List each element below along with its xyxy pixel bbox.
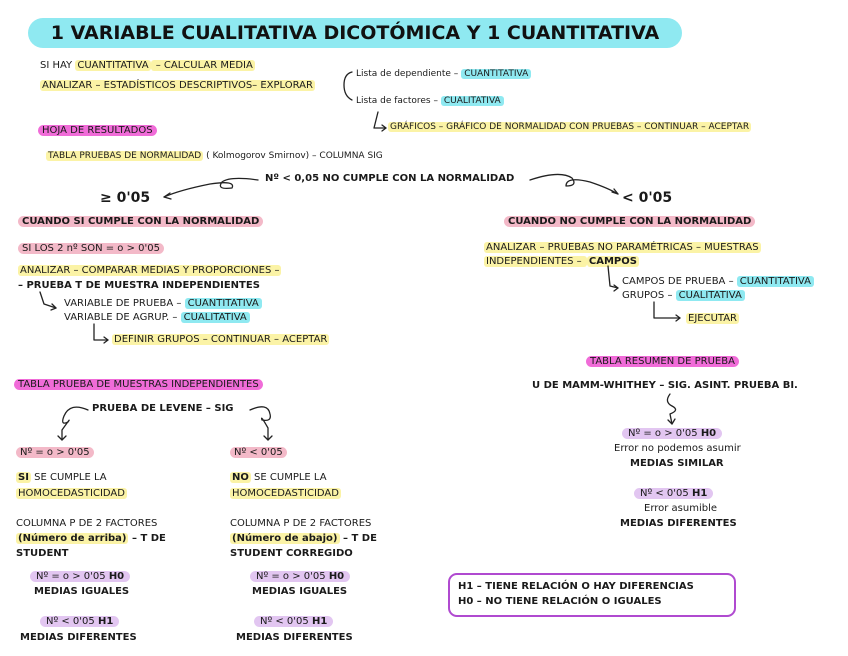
left-var-prueba: VARIABLE DE PRUEBA – CUANTITATIVA	[64, 298, 262, 310]
col-b-h1-result: MEDIAS DIFERENTES	[236, 632, 353, 643]
fac-value: CUALITATIVA	[441, 96, 504, 106]
arrow-campos	[608, 266, 618, 288]
right-grupos: GRUPOS – CUALITATIVA	[622, 290, 745, 302]
col-a-col-2: (Número de arriba) – T DE	[18, 533, 166, 544]
brace-explorar	[344, 72, 352, 100]
results-table-line: TABLA PRUEBAS DE NORMALIDAD ( Kolmogorov Smirnov) – COLUMNA SIG	[48, 151, 383, 161]
levene: PRUEBA DE LEVENE – SIG	[92, 403, 234, 414]
col-b-col-1: COLUMNA P DE 2 FACTORES	[230, 518, 372, 529]
right-heading: CUANDO NO CUMPLE CON LA NORMALIDAD	[504, 216, 755, 228]
intro-calcular-media: – CALCULAR MEDIA	[152, 60, 253, 71]
right-analizar-1: ANALIZAR – PRUEBAS NO PARAMÉTRICAS – MUESTRAS	[486, 242, 759, 253]
col-b-text-1: NO SE CUMPLE LA	[232, 472, 327, 483]
right-h0-line: Nº = o > 0'05 H0	[622, 428, 722, 440]
right-tabla-resumen: TABLA RESUMEN DE PRUEBA	[586, 356, 739, 368]
intro-dependiente: Lista de dependiente – CUANTITATIVA	[356, 68, 531, 80]
arrow-to-left-threshold	[164, 178, 258, 197]
col-a-h0-line: Nº = o > 0'05 H0	[30, 571, 130, 583]
right-ejecutar: EJECUTAR	[688, 313, 738, 324]
left-definir: DEFINIR GRUPOS – CONTINUAR – ACEPTAR	[114, 334, 328, 345]
col-b-text-2: HOMOCEDASTICIDAD	[232, 488, 339, 499]
col-a-h1-line: Nº < 0'05 H1	[40, 616, 119, 628]
arrow-graficos	[374, 112, 386, 128]
right-h1-result: MEDIAS DIFERENTES	[620, 518, 737, 529]
left-analizar: ANALIZAR – COMPARAR MEDIAS Y PROPORCIONES –	[20, 265, 280, 276]
col-a-h0-result: MEDIAS IGUALES	[34, 586, 130, 597]
right-campos: CAMPOS DE PRUEBA – CUANTITATIVA	[622, 276, 814, 288]
intro-graficos: GRÁFICOS – GRÁFICO DE NORMALIDAD CON PRUEBAS – CONTINUAR – ACEPTAR	[390, 122, 750, 132]
normality-rule: Nº < 0,05 NO CUMPLE CON LA NORMALIDAD	[265, 173, 515, 184]
bottom-heading: TABLA PRUEBA DE MUESTRAS INDEPENDIENTES	[14, 379, 263, 391]
col-a-text-1: SI SE CUMPLE LA	[18, 472, 107, 483]
intro-si-hay: SI HAY	[40, 60, 76, 71]
left-cond: SI LOS 2 nº SON = o > 0'05	[18, 243, 164, 255]
results-heading: HOJA DE RESULTADOS	[38, 125, 157, 137]
col-b-h0-result: MEDIAS IGUALES	[252, 586, 348, 597]
col-b-col-2: (Número de abajo) – T DE	[232, 533, 377, 544]
col-b-h0-line: Nº = o > 0'05 H0	[250, 571, 350, 583]
intro-cuantitativa: CUANTITATIVA	[77, 60, 149, 71]
left-prueba: – PRUEBA T DE MUESTRA INDEPENDIENTES	[18, 280, 260, 291]
arrow-levene-right	[250, 407, 270, 440]
col-a-h1-result: MEDIAS DIFERENTES	[20, 632, 137, 643]
summary-h0: H0 – NO TIENE RELACIÓN O IGUALES	[458, 596, 662, 607]
left-heading: CUANDO SI CUMPLE CON LA NORMALIDAD	[18, 216, 263, 228]
right-analizar-2: INDEPENDIENTES – CAMPOS	[486, 256, 637, 267]
page-title: 1 VARIABLE CUALITATIVA DICOTÓMICA Y 1 CUANTITATIVA	[28, 18, 682, 48]
left-var-agrup: VARIABLE DE AGRUP. – CUALITATIVA	[64, 312, 250, 324]
col-a-col-3: STUDENT	[16, 548, 69, 559]
right-threshold: < 0'05	[622, 190, 673, 206]
col-a-text-2: HOMOCEDASTICIDAD	[18, 488, 125, 499]
right-h1-error: Error asumible	[644, 503, 718, 514]
right-h0-error: Error no podemos asumir	[614, 443, 741, 454]
right-h0-result: MEDIAS SIMILAR	[630, 458, 724, 469]
intro-factores: Lista de factores – CUALITATIVA	[356, 95, 504, 107]
arrow-to-right-threshold	[530, 174, 618, 194]
left-threshold: ≥ 0'05	[100, 190, 151, 206]
summary-h1: H1 – TIENE RELACIÓN O HAY DIFERENCIAS	[458, 581, 694, 592]
right-mann-whitney: U DE MAMM-WHITHEY – SIG. ASINT. PRUEBA BI.	[532, 380, 798, 391]
col-b-h1-line: Nº < 0'05 H1	[254, 616, 333, 628]
col-a-cond: Nº = o > 0'05	[16, 447, 94, 459]
col-a-col-1: COLUMNA P DE 2 FACTORES	[16, 518, 158, 529]
dep-value: CUANTITATIVA	[461, 69, 531, 79]
arrow-levene-left	[62, 407, 88, 440]
arrow-definir	[94, 324, 108, 340]
col-b-col-3: STUDENT CORREGIDO	[230, 548, 353, 559]
col-b-cond: Nº < 0'05	[230, 447, 287, 459]
right-h1-line: Nº < 0'05 H1	[634, 488, 713, 500]
intro-analizar-explorar: ANALIZAR – ESTADÍSTICOS DESCRIPTIVOS– EXPLORAR	[42, 80, 313, 91]
